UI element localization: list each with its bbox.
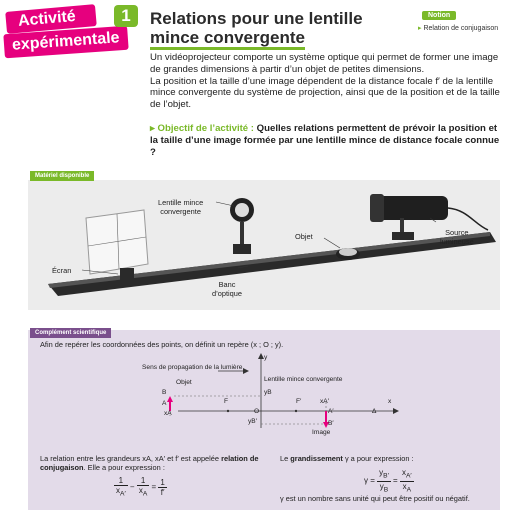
bench-caption-1: Banc (218, 280, 236, 289)
point-b-label: B (162, 389, 167, 396)
bench-caption-2: d’optique (212, 289, 242, 298)
material-photo (28, 180, 500, 310)
xap-label: xA′ (320, 398, 329, 405)
notion-item[interactable] (418, 24, 498, 32)
objet-label: Objet (176, 379, 192, 386)
objective-marker-icon: ▸ (150, 123, 155, 134)
origin-label: O (254, 408, 260, 415)
notion-tag: Notion (422, 11, 456, 20)
gamma-note: γ est un nombre sans unité qui peut être positif ou négatif. (280, 494, 470, 503)
conjugation-formula: $\frac{1}{x_{A'}}$ − $\frac{1}{x_A}$ = $\frac{1}{f'}$ (116, 476, 165, 498)
bench-caption (212, 280, 242, 298)
optical-bench-illustration (28, 180, 500, 310)
lens-caption-1: Lentille mince (158, 198, 204, 207)
image-label: Image (312, 429, 331, 436)
object-caption: Objet (295, 232, 313, 241)
source-caption-1: Source (445, 228, 469, 237)
conjugation-text (40, 454, 268, 472)
intro-text (150, 52, 506, 111)
activity-number: 1 (114, 5, 138, 27)
lens-label: Lentille mince convergente (264, 376, 343, 383)
title-line2: mince convergente (150, 28, 305, 50)
object-illustration (336, 248, 360, 260)
objective-text: Quelles relations permettent de prévoir la position et la taille d’une image formée par une lentille mince de distance focale connue ? (150, 123, 500, 158)
y-axis-label: y (264, 354, 268, 361)
activity-badge-line1: Activité (5, 4, 97, 34)
material-header: Matériel disponible (30, 171, 94, 181)
propagation-label: Sens de propagation de la lumière (142, 364, 243, 371)
grandissement-text-1: Le (280, 454, 289, 463)
title-line1: Relations pour une lentille (150, 9, 363, 28)
focal-f-label: F (224, 398, 229, 405)
intro-paragraph-1: Un vidéoprojecteur comporte un système optique qui permet de former une image de grandes dimensions à partir d’un objet de petites dimensions. (150, 52, 499, 75)
notion-bullet-icon: ▸ (418, 25, 422, 32)
grandissement-bold: grandissement (290, 454, 343, 463)
objective-label: Objectif de l’activité : (157, 123, 254, 134)
intro-paragraph-2: La position et la taille d’une image dépendent de la distance focale f′ de la lentille mince convergente du système de projection, ainsi que de la position et de la taille de l’objet. (150, 75, 500, 111)
conjugation-text-1: La relation entre les grandeurs xA, xA′ et f′ est appelée (40, 454, 220, 463)
gamma-formula: γ = $\frac{y_{B'}}{y_B}$ = $\frac{x_{A'}}{x_A}$ (364, 468, 412, 494)
point-a-label: A (162, 400, 167, 407)
complement-intro: Afin de repérer les coordonnées des points, on définit un repère (x ; O ; y). (40, 340, 284, 349)
source-caption (440, 228, 474, 246)
point-bp-label: B′ (328, 420, 334, 427)
xa-label: xA (164, 410, 172, 417)
ybp-label: yB′ (248, 418, 257, 425)
objective (150, 123, 506, 158)
source-caption-2: lumineuse (440, 237, 474, 246)
delta-label: Δ (372, 408, 377, 415)
grandissement-text-2: γ a pour expression : (344, 454, 414, 463)
x-axis-label: x (388, 398, 392, 405)
focal-fp-label: F′ (296, 398, 302, 405)
conjugation-bold: relation de conjugaison (40, 454, 259, 472)
screen-caption: Écran (52, 266, 72, 275)
complement-header: Complément scientifique (30, 328, 111, 338)
lens-caption-2: convergente (160, 207, 201, 216)
lens-caption (158, 198, 203, 216)
point-ap-label: A′ (328, 408, 334, 415)
page-title (150, 9, 395, 47)
grandissement-text (280, 454, 490, 463)
activity-badge-line2: expérimentale (3, 26, 128, 59)
notion-item-label: Relation de conjugaison (423, 25, 499, 32)
conjugation-text-2: . Elle a pour expression : (83, 463, 165, 472)
yb-label: yB (264, 389, 272, 396)
